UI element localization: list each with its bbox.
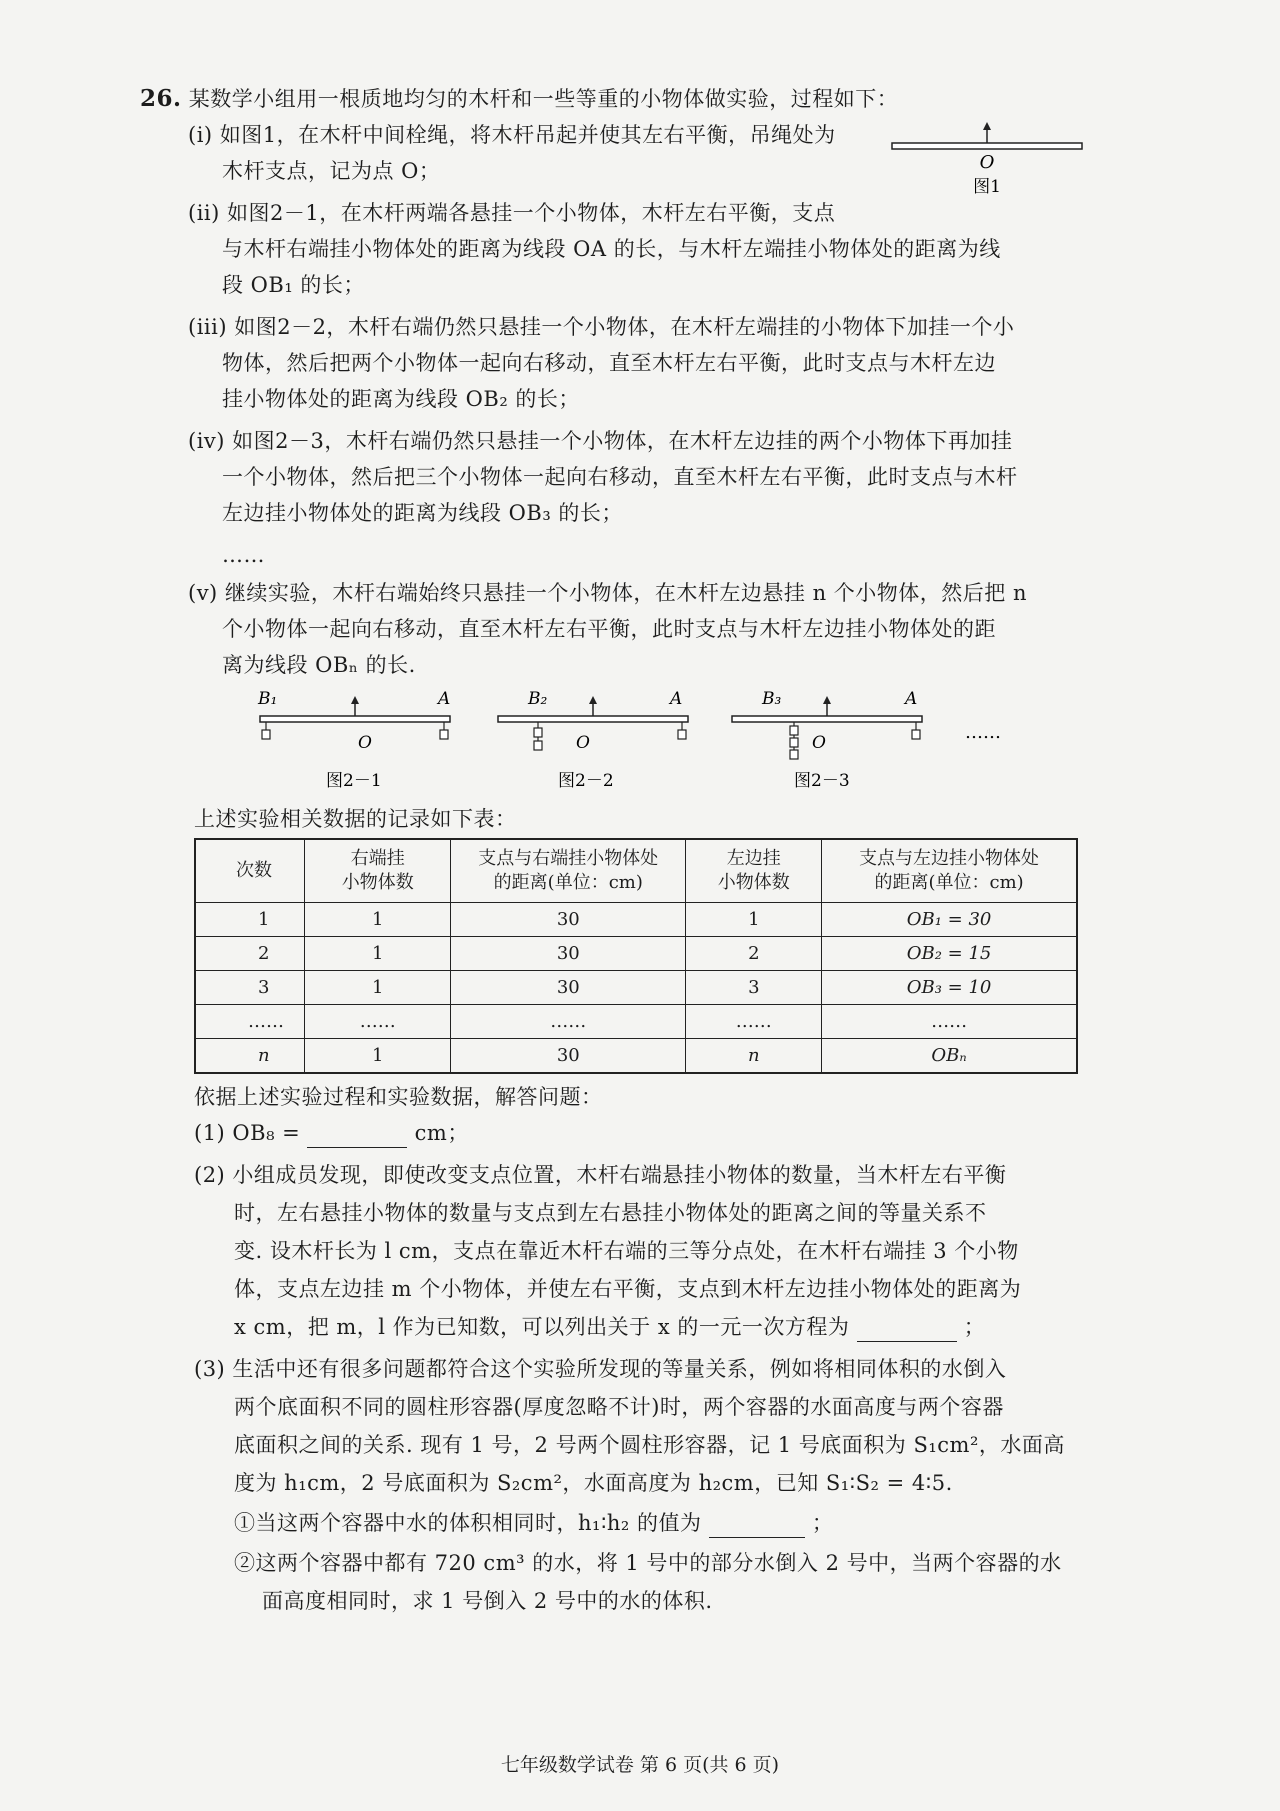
fig2-3-point-label: O (812, 733, 826, 753)
part-2-punct: ； (963, 1315, 986, 1339)
table-cell: 3 (686, 971, 822, 1005)
fig2-2-rod (498, 716, 688, 722)
table-row (195, 903, 1077, 937)
table-cell: 30 (451, 971, 686, 1005)
fig2-2-arrow-icon (589, 696, 597, 704)
table-row (195, 937, 1077, 971)
fig2-1-caption: 图2－1 (326, 771, 382, 791)
step-3c: 挂小物体处的距离为线段 OB₂ 的长； (222, 387, 580, 411)
part-1-answer-blank[interactable] (307, 1123, 407, 1148)
fig1-point-label: O (979, 152, 995, 173)
fig1-arrow-icon (983, 122, 991, 130)
record-table (194, 838, 1078, 1074)
fig2-2-left-label: B₂ (528, 689, 548, 709)
fig2-3-caption: 图2－3 (794, 771, 850, 791)
table-cell: n (195, 1039, 305, 1074)
fig2-3-arrow-icon (823, 696, 831, 704)
answers-lead: 依据上述实验过程和实验数据，解答问题： (194, 1085, 603, 1109)
step-ellipsis: …… (222, 543, 265, 567)
figures-ellipsis: …… (965, 722, 1001, 743)
step-4b: 一个小物体，然后把三个小物体一起向右移动，直至木杆左右平衡，此时支点与木杆 (222, 465, 1018, 489)
step-2b: 与木杆右端挂小物体处的距离为线段 OA 的长，与木杆左端挂小物体处的距离为线 (222, 237, 1001, 261)
fig2-3-left-weight (790, 738, 798, 747)
table-caption: 上述实验相关数据的记录如下表： (194, 807, 517, 831)
part-2-line-4: 体，支点左边挂 m 个小物体，并使左右平衡，支点到木杆左边挂小物体处的距离为 (234, 1277, 1022, 1301)
part-2-line-2: 时，左右悬挂小物体的数量与支点到左右悬挂小物体处的距离之间的等量关系不 (234, 1201, 987, 1225)
table-cell: 30 (451, 1039, 686, 1074)
part-3-1 (234, 1508, 833, 1538)
part-2-line-5 (234, 1312, 985, 1342)
fig2-3-left-weight (790, 750, 798, 759)
step-5c: 离为线段 OBₙ 的长. (222, 653, 416, 677)
table-cell: 2 (195, 937, 305, 971)
step-3b: 物体，然后把两个小物体一起向右移动，直至木杆左右平衡，此时支点与木杆左边 (222, 351, 996, 375)
table-cell: 1 (195, 903, 305, 937)
fig2-3-rod (732, 716, 922, 722)
figure-2-1 (257, 689, 450, 791)
table-cell: 1 (305, 1039, 451, 1074)
step-1a: (i) 如图1，在木杆中间栓绳，将木杆吊起并使其左右平衡，吊绳处为 (188, 123, 836, 147)
header-left-distance: 支点与左边挂小物体处 的距离(单位：cm) (822, 839, 1077, 903)
page-footer: 七年级数学试卷 第 6 页(共 6 页) (500, 1754, 780, 1776)
table-cell: OBₙ (822, 1039, 1077, 1074)
fig2-1-arrow-icon (351, 696, 359, 704)
part-2-prompt: x cm，把 m，l 作为已知数，可以列出关于 x 的一元一次方程为 (234, 1315, 850, 1339)
fig2-3-left-label: B₃ (762, 689, 782, 709)
part-2-line-1: (2) 小组成员发现，即使改变支点位置，木杆右端悬挂小物体的数量，当木杆左右平衡 (194, 1163, 1007, 1187)
part-3-line-3: 底面积之间的关系. 现有 1 号，2 号两个圆柱形容器，记 1 号底面积为 S₁cm²，水面高 (234, 1433, 1065, 1457)
fig2-1-left-weight (262, 730, 270, 739)
fig2-2-caption: 图2－2 (558, 771, 614, 791)
fig2-2-left-weight (534, 741, 542, 750)
part-3-1-punct: ； (811, 1511, 834, 1535)
header-left-objects: 左边挂 小物体数 (686, 839, 822, 903)
fig2-1-right-label: A (438, 689, 451, 709)
part-3-1-answer-blank[interactable] (709, 1513, 805, 1538)
table-cell: OB₂ = 15 (822, 937, 1077, 971)
part-1 (194, 1118, 469, 1148)
step-5b: 个小物体一起向右移动，直至木杆左右平衡，此时支点与木杆左边挂小物体处的距 (222, 617, 996, 641)
part-2-line-3: 变. 设木杆长为 l cm，支点在靠近木杆右端的三等分点处，在木杆右端挂 3 个小物 (234, 1239, 1019, 1263)
part-2-answer-blank[interactable] (857, 1317, 957, 1342)
table-cell: 2 (686, 937, 822, 971)
table-cell: 30 (451, 903, 686, 937)
fig2-1-right-weight (440, 730, 448, 739)
table-cell: …… (822, 1005, 1077, 1039)
table-header-row (195, 839, 1077, 903)
fig2-3-right-weight (912, 730, 920, 739)
step-3a: (iii) 如图2－2，木杆右端仍然只悬挂一个小物体，在木杆左端挂的小物体下加挂一个小 (188, 315, 1015, 339)
table-row (195, 971, 1077, 1005)
step-2a: (ii) 如图2－1，在木杆两端各悬挂一个小物体，木杆左右平衡，支点 (188, 201, 836, 225)
question-number: 26. (140, 85, 182, 112)
table-cell: OB₃ = 10 (822, 971, 1077, 1005)
table-row (195, 1005, 1077, 1039)
table-cell: …… (305, 1005, 451, 1039)
part-3-1-prompt: ①当这两个容器中水的体积相同时，h₁∶h₂ 的值为 (234, 1511, 702, 1535)
step-2c: 段 OB₁ 的长； (222, 273, 365, 297)
table-cell: …… (195, 1005, 305, 1039)
figure-2-2 (498, 689, 688, 791)
fig1-rod (892, 143, 1082, 149)
part-3-line-2: 两个底面积不同的圆柱形容器(厚度忽略不计)时，两个容器的水面高度与两个容器 (234, 1395, 1004, 1419)
question-intro (140, 84, 898, 114)
part-1-prompt: (1) OB₈ = (194, 1121, 301, 1145)
table-cell: 1 (305, 971, 451, 1005)
part-3-2-line-2: 面高度相同时，求 1 号倒入 2 号中的水的体积. (262, 1589, 713, 1613)
table-cell: 1 (686, 903, 822, 937)
fig2-1-left-label: B₁ (258, 689, 278, 709)
table-cell: OB₁ = 30 (822, 903, 1077, 937)
part-3-2-line-1: ②这两个容器中都有 720 cm³ 的水，将 1 号中的部分水倒入 2 号中，当两个容器的水 (234, 1551, 1062, 1575)
header-right-distance: 支点与右端挂小物体处 的距离(单位：cm) (451, 839, 686, 903)
fig2-1-rod (260, 716, 450, 722)
fig1-caption: 图1 (973, 177, 1001, 197)
fig2-2-left-weight (534, 728, 542, 737)
table-cell: 1 (305, 903, 451, 937)
part-3-line-1: (3) 生活中还有很多问题都符合这个实验所发现的等量关系，例如将相同体积的水倒入 (194, 1357, 1007, 1381)
question-intro-text: 某数学小组用一根质地均匀的木杆和一些等重的小物体做实验，过程如下： (188, 87, 899, 111)
step-1b: 木杆支点，记为点 O； (222, 159, 441, 183)
fig2-2-point-label: O (576, 733, 590, 753)
fig2-2-right-label: A (670, 689, 683, 709)
table-row (195, 1039, 1077, 1074)
table-cell: 30 (451, 937, 686, 971)
table-cell: 1 (305, 937, 451, 971)
figure-2-group (240, 686, 1040, 796)
table-cell: …… (686, 1005, 822, 1039)
header-right-objects: 右端挂 小物体数 (305, 839, 451, 903)
fig2-3-right-label: A (905, 689, 918, 709)
fig2-3-left-weight (790, 726, 798, 735)
part-1-unit: cm； (414, 1121, 469, 1145)
header-count: 次数 (195, 839, 305, 903)
fig2-2-right-weight (678, 730, 686, 739)
table-cell: n (686, 1039, 822, 1074)
figure-2-3 (732, 689, 922, 791)
figure-1 (890, 118, 1090, 198)
step-5a: (v) 继续实验，木杆右端始终只悬挂一个小物体，在木杆左边悬挂 n 个小物体，然后把 n (188, 581, 1027, 605)
part-3-line-4: 度为 h₁cm，2 号底面积为 S₂cm²，水面高度为 h₂cm，已知 S₁∶S₂ = 4∶5. (234, 1471, 953, 1495)
fig2-1-point-label: O (358, 733, 372, 753)
step-4c: 左边挂小物体处的距离为线段 OB₃ 的长； (222, 501, 623, 525)
table-cell: …… (451, 1005, 686, 1039)
table-cell: 3 (195, 971, 305, 1005)
step-4a: (iv) 如图2－3，木杆右端仍然只悬挂一个小物体，在木杆左边挂的两个小物体下再加挂 (188, 429, 1013, 453)
